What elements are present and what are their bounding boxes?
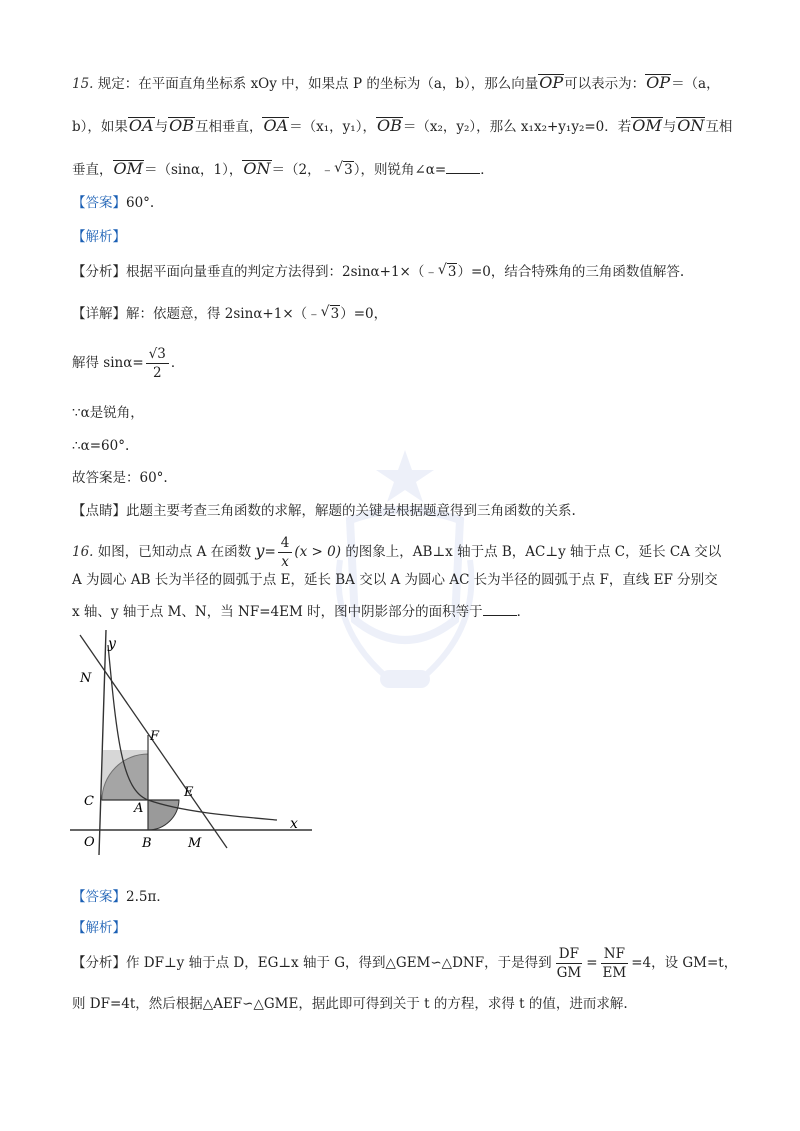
- label-c: C: [84, 794, 94, 809]
- q15-dianjing: [72, 501, 576, 521]
- q15-text: 与: [154, 119, 169, 135]
- q15-because: ∵α是锐角，: [72, 405, 144, 421]
- fenxi-tag: 【分析】: [72, 264, 126, 280]
- shaded-region: [102, 750, 148, 800]
- answer-value: 2.5π．: [126, 889, 170, 905]
- label-x: x: [290, 816, 298, 832]
- vector-ob: OB: [376, 116, 402, 135]
- q15-line-2: [72, 116, 732, 137]
- q16-line-1: [72, 534, 721, 571]
- fenxi-eq: =: [586, 955, 598, 971]
- sqrt-3: √ 3: [437, 262, 457, 280]
- geometry-figure: [62, 630, 312, 855]
- fenxi-text: 作 DF⊥y 轴于点 D，EG⊥x 轴于 G，得到△GEM∽△DNF，于是得到: [126, 955, 552, 971]
- label-m: M: [188, 836, 202, 851]
- q15-text: ＝（sinα，1），: [144, 162, 243, 178]
- solution-text: ．: [170, 355, 185, 371]
- dianjing-text: 此题主要考查三角函数的求解，解题的关键是根据题意得到三角函数的关系.: [126, 503, 576, 519]
- q15-text: 垂直，: [72, 162, 113, 178]
- sqrt-3: √ 3: [320, 304, 340, 322]
- vector-om: OM: [113, 159, 143, 178]
- q15-text: 规定：在平面直角坐标系 xOy 中，如果点 P 的坐标为（a，b），那么向量: [97, 76, 539, 92]
- xiangjie-text: 解：依题意，得 2sinα+1×（﹣: [126, 306, 321, 322]
- q15-line-1: [72, 73, 720, 94]
- vector-on: ON: [243, 159, 271, 178]
- q15-text: ＝（x₂，y₂），那么 x₁x₂+y₁y₂=0．若: [402, 119, 632, 135]
- q16-fenxi-line-1: [72, 945, 737, 982]
- vector-on: ON: [677, 116, 705, 135]
- q15-text: ＝（a，: [671, 76, 720, 92]
- analysis-tag: 【解析】: [72, 920, 126, 936]
- q15-text: 互相垂直，: [194, 119, 263, 135]
- answer-blank: [483, 603, 517, 616]
- label-e: E: [184, 785, 194, 800]
- fenxi-tag: 【分析】: [72, 955, 126, 971]
- fenxi-text: =4，设 GM=t，: [631, 955, 738, 971]
- label-b: B: [142, 836, 152, 851]
- q15-xiangjie: [72, 304, 387, 324]
- q15-line-3: [72, 159, 494, 180]
- vector-om: OM: [632, 116, 662, 135]
- q16-fenxi-line-2: 则 DF=4t，然后根据△AEF∽△GME，据此即可得到关于 t 的方程，求得 t 的值，进而求解.: [72, 996, 628, 1012]
- xiangjie-text: ）=0，: [340, 306, 388, 322]
- q16-text: ．: [516, 604, 531, 620]
- analysis-tag: 【解析】: [72, 229, 126, 245]
- fraction-df-over-gm: $\frac{DF}{GM}$: [556, 946, 582, 981]
- q15-text: b），如果: [72, 119, 128, 135]
- q15-analysis-tag: [72, 227, 126, 247]
- fraction-4-over-x: $\frac{4}{x}$: [278, 534, 293, 571]
- q16-line-2: A 为圆心 AB 长为半径的圆弧于点 E，延长 BA 交以 A 为圆心 AC 长为半径的圆弧于点 F，直线 EF 分别交: [72, 572, 718, 588]
- vector-ob: OB: [169, 116, 194, 135]
- fraction-sqrt3-over-2: $\frac{√3}{2}$: [146, 345, 169, 382]
- fenxi-text: ）=0，结合特殊角的三角函数值解答.: [457, 264, 685, 280]
- answer-tag: 【答案】: [72, 195, 126, 211]
- vector-oa: OA: [128, 116, 154, 135]
- q16-text: x 轴、y 轴于点 M、N，当 NF=4EM 时，图中阴影部分的面积等于: [72, 604, 483, 620]
- q15-text: ＝（2，﹣: [271, 162, 335, 178]
- q15-text: 可以表示为：: [564, 76, 646, 92]
- q16-analysis-tag: [72, 918, 126, 938]
- question-number: 16.: [72, 544, 94, 560]
- q15-text: 与: [662, 119, 677, 135]
- label-f: F: [150, 729, 160, 744]
- q16-answer: [72, 887, 170, 907]
- question-number: 15.: [72, 76, 94, 92]
- q15-final-answer: 故答案是：60°.: [72, 470, 168, 486]
- dianjing-tag: 【点睛】: [72, 503, 126, 519]
- q15-answer: [72, 193, 154, 213]
- q16-text: 的图象上，AB⊥x 轴于点 B，AC⊥y 轴于点 C，延长 CA 交以: [345, 544, 722, 560]
- q15-fenxi: [72, 262, 684, 282]
- vector-oa: OA: [263, 116, 289, 135]
- fraction-nf-over-em: $\frac{NF}{EM}$: [602, 946, 627, 981]
- q16-line-3: [72, 602, 530, 622]
- answer-tag: 【答案】: [72, 889, 126, 905]
- answer-blank: [446, 161, 480, 174]
- fn-condition: (x > 0): [294, 544, 342, 560]
- q15-text: 互相: [705, 119, 733, 135]
- q15-solution: [72, 345, 184, 382]
- fn-eq: =: [264, 544, 276, 560]
- q15-therefore: ∴α=60°.: [72, 438, 130, 454]
- label-y: y: [108, 636, 116, 652]
- answer-value: 60°.: [126, 195, 155, 211]
- label-o: O: [84, 835, 95, 850]
- vector-op: OP: [646, 73, 671, 92]
- vector-op: OP: [539, 73, 564, 92]
- q15-text: ），则锐角∠α=: [353, 162, 447, 178]
- q15-text: ．: [480, 162, 494, 178]
- q15-text: ＝（x₁，y₁），: [289, 119, 376, 135]
- solution-text: 解得 sinα=: [72, 355, 144, 371]
- fenxi-text: 根据平面向量垂直的判定方法得到：2sinα+1×（﹣: [126, 264, 438, 280]
- fn-y: y: [255, 541, 265, 560]
- label-n: N: [80, 671, 92, 686]
- xiangjie-tag: 【详解】: [72, 306, 126, 322]
- sqrt-3: √ 3: [334, 160, 353, 178]
- q16-text: 如图，已知动点 A 在函数: [97, 544, 252, 560]
- label-a: A: [134, 801, 144, 816]
